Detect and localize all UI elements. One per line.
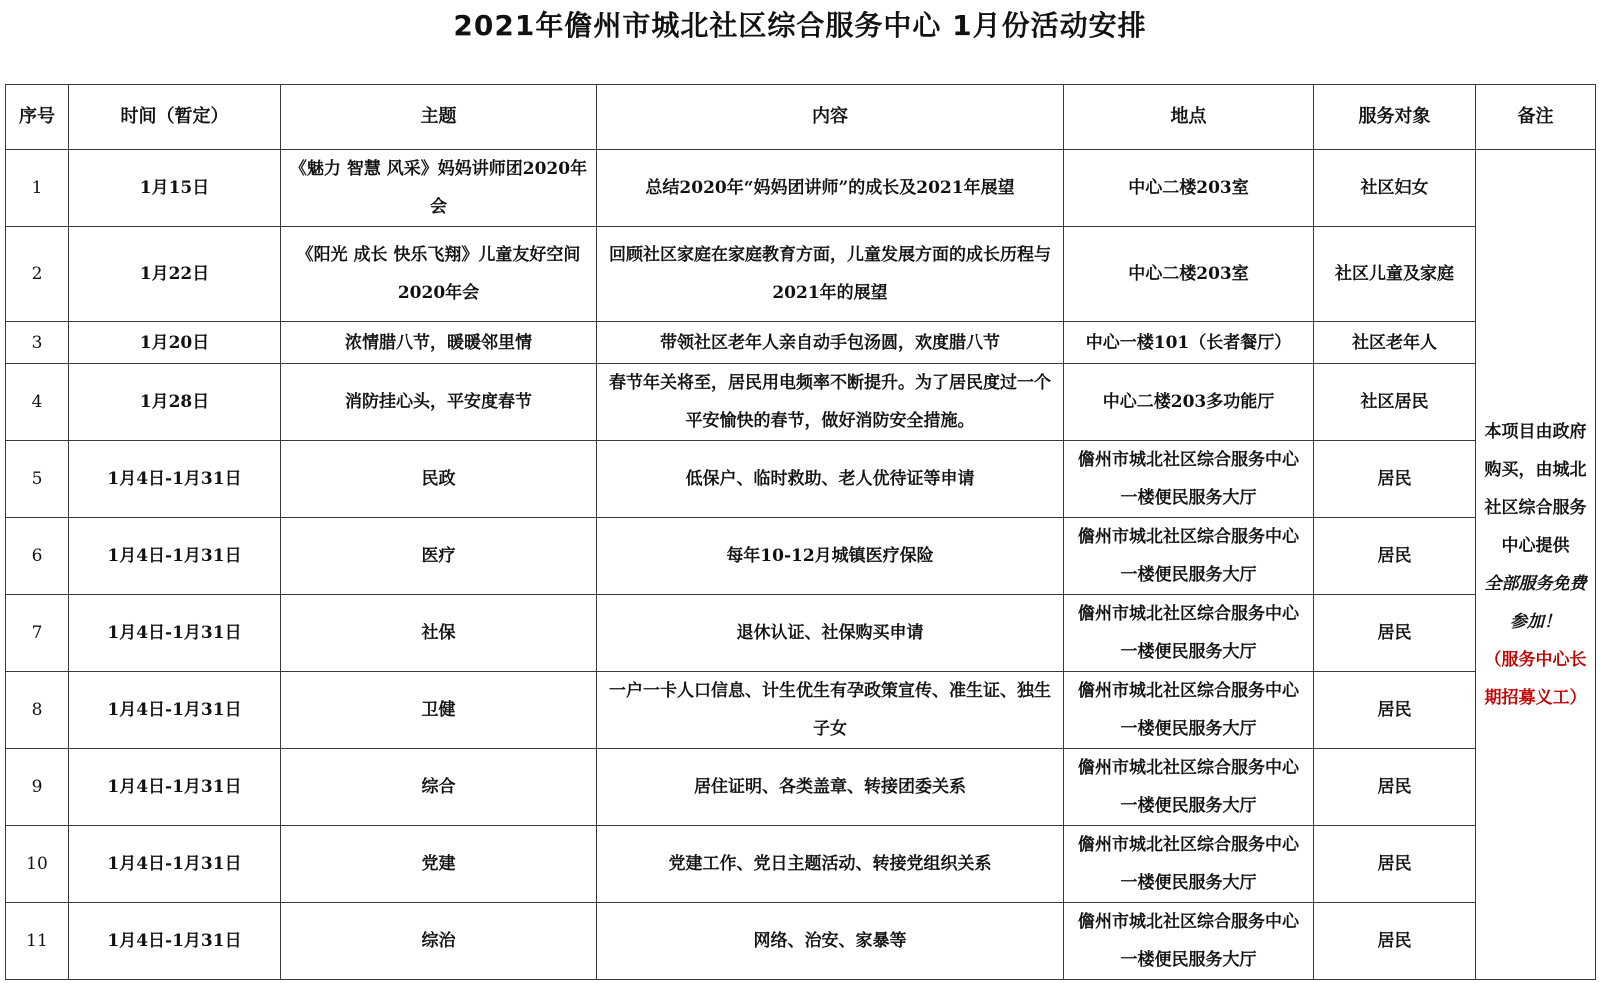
row-seq: 9 [6, 749, 69, 826]
row-seq: 6 [6, 518, 69, 595]
row-topic: 消防挂心头，平安度春节 [281, 364, 597, 441]
row-content: 每年10-12月城镇医疗保险 [597, 518, 1064, 595]
row-time: 1月22日 [69, 227, 281, 322]
row-content: 网络、治安、家暴等 [597, 903, 1064, 980]
row-time: 1月4日-1月31日 [69, 672, 281, 749]
row-location: 中心二楼203室 [1064, 227, 1314, 322]
row-audience: 社区儿童及家庭 [1314, 227, 1476, 322]
table-row [6, 903, 1596, 980]
row-seq: 7 [6, 595, 69, 672]
row-topic: 综合 [281, 749, 597, 826]
remark-funding-note: 本项目由政府购买，由城北社区综合服务中心提供 [1484, 421, 1587, 556]
row-location: 儋州市城北社区综合服务中心一楼便民服务大厅 [1064, 518, 1314, 595]
row-location: 儋州市城北社区综合服务中心一楼便民服务大厅 [1064, 441, 1314, 518]
header-content: 内容 [597, 85, 1064, 150]
remark-cell [1476, 150, 1596, 980]
table-row [6, 672, 1596, 749]
table-row [6, 364, 1596, 441]
row-audience: 居民 [1314, 749, 1476, 826]
table-row [6, 518, 1596, 595]
row-audience: 社区妇女 [1314, 150, 1476, 227]
table-row [6, 595, 1596, 672]
row-seq: 11 [6, 903, 69, 980]
row-location: 儋州市城北社区综合服务中心一楼便民服务大厅 [1064, 826, 1314, 903]
row-location: 儋州市城北社区综合服务中心一楼便民服务大厅 [1064, 903, 1314, 980]
row-time: 1月4日-1月31日 [69, 749, 281, 826]
row-time: 1月20日 [69, 322, 281, 364]
row-time: 1月4日-1月31日 [69, 903, 281, 980]
row-location: 儋州市城北社区综合服务中心一楼便民服务大厅 [1064, 749, 1314, 826]
row-seq: 8 [6, 672, 69, 749]
row-time: 1月15日 [69, 150, 281, 227]
row-location: 中心二楼203室 [1064, 150, 1314, 227]
row-location: 中心二楼203多功能厅 [1064, 364, 1314, 441]
row-seq: 5 [6, 441, 69, 518]
row-audience: 居民 [1314, 672, 1476, 749]
row-content: 总结2020年“妈妈团讲师”的成长及2021年展望 [597, 150, 1064, 227]
row-location: 儋州市城北社区综合服务中心一楼便民服务大厅 [1064, 672, 1314, 749]
header-time: 时间（暂定） [69, 85, 281, 150]
row-content: 居住证明、各类盖章、转接团委关系 [597, 749, 1064, 826]
row-content: 回顾社区家庭在家庭教育方面，儿童发展方面的成长历程与2021年的展望 [597, 227, 1064, 322]
row-time: 1月4日-1月31日 [69, 441, 281, 518]
row-topic: 党建 [281, 826, 597, 903]
row-seq: 10 [6, 826, 69, 903]
row-audience: 居民 [1314, 518, 1476, 595]
header-remark: 备注 [1476, 85, 1596, 150]
row-topic: 卫健 [281, 672, 597, 749]
table-row [6, 826, 1596, 903]
table-row [6, 441, 1596, 518]
row-topic: 综治 [281, 903, 597, 980]
row-topic: 医疗 [281, 518, 597, 595]
row-content: 春节年关将至，居民用电频率不断提升。为了居民度过一个平安愉快的春节，做好消防安全措施。 [597, 364, 1064, 441]
row-content: 一户一卡人口信息、计生优生有孕政策宣传、准生证、独生子女 [597, 672, 1064, 749]
table-row [6, 227, 1596, 322]
table-row [6, 322, 1596, 364]
row-content: 带领社区老年人亲自动手包汤圆，欢度腊八节 [597, 322, 1064, 364]
row-topic: 浓情腊八节，暖暖邻里情 [281, 322, 597, 364]
header-location: 地点 [1064, 85, 1314, 150]
row-topic: 《阳光 成长 快乐飞翔》儿童友好空间2020年会 [281, 227, 597, 322]
row-audience: 居民 [1314, 595, 1476, 672]
row-audience: 社区老年人 [1314, 322, 1476, 364]
row-topic: 民政 [281, 441, 597, 518]
remark-volunteer-note: （服务中心长期招募义工） [1484, 649, 1587, 708]
header-seq: 序号 [6, 85, 69, 150]
header-audience: 服务对象 [1314, 85, 1476, 150]
row-content: 党建工作、党日主题活动、转接党组织关系 [597, 826, 1064, 903]
row-audience: 社区居民 [1314, 364, 1476, 441]
row-time: 1月4日-1月31日 [69, 518, 281, 595]
row-seq: 1 [6, 150, 69, 227]
row-content: 退休认证、社保购买申请 [597, 595, 1064, 672]
row-location: 儋州市城北社区综合服务中心一楼便民服务大厅 [1064, 595, 1314, 672]
header-topic: 主题 [281, 85, 597, 150]
row-seq: 2 [6, 227, 69, 322]
document-title: 2021年儋州市城北社区综合服务中心 1月份活动安排 [453, 9, 1147, 42]
remark-free-note: 全部服务免费参加！ [1484, 573, 1587, 632]
table-row [6, 749, 1596, 826]
table-row [6, 150, 1596, 227]
table-header-row [6, 85, 1596, 150]
row-topic: 社保 [281, 595, 597, 672]
row-seq: 4 [6, 364, 69, 441]
row-location: 中心一楼101（长者餐厅） [1064, 322, 1314, 364]
row-time: 1月4日-1月31日 [69, 826, 281, 903]
activity-schedule-table [5, 84, 1596, 980]
row-audience: 居民 [1314, 903, 1476, 980]
row-topic: 《魅力 智慧 风采》妈妈讲师团2020年会 [281, 150, 597, 227]
row-seq: 3 [6, 322, 69, 364]
row-content: 低保户、临时救助、老人优待证等申请 [597, 441, 1064, 518]
row-time: 1月28日 [69, 364, 281, 441]
row-time: 1月4日-1月31日 [69, 595, 281, 672]
row-audience: 居民 [1314, 826, 1476, 903]
row-audience: 居民 [1314, 441, 1476, 518]
